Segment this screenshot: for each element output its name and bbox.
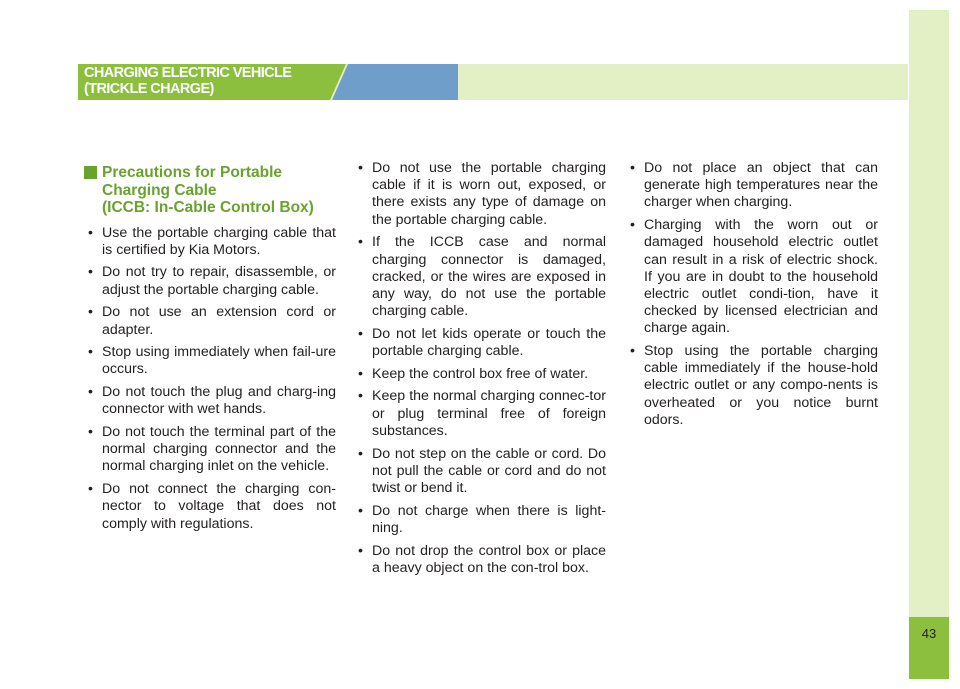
list-item-text: Do not step on the cable or cord. Do not pull the cable or cord and do not twist or bend it.: [372, 445, 606, 496]
list-item-text: Do not charge when there is light-ning.: [372, 502, 606, 536]
section-title-line1: CHARGING ELECTRIC VEHICLE: [84, 65, 292, 81]
section-title: [84, 65, 334, 97]
list-item: [84, 264, 336, 298]
list-item-text: Keep the control box free of water.: [372, 365, 589, 382]
list-item-text: Use the portable charging cable that is certified by Kia Motors.: [102, 224, 336, 258]
list-item: [354, 388, 606, 440]
bullet-icon: •: [88, 304, 93, 321]
list-item-text: Do not drop the control box or place a heavy object on the con-trol box.: [372, 542, 606, 576]
list-item: [626, 343, 878, 429]
list-item: [354, 326, 606, 360]
column-2: [354, 160, 606, 582]
list-item-text: Do not touch the terminal part of the normal charging connector and the normal charging inlet on the vehicle.: [102, 424, 336, 475]
list-item-text: Do not use the portable charging cable if it is worn out, exposed, or there exists any type of damage on the portable charging cable.: [372, 160, 606, 228]
list-item: [84, 344, 336, 378]
list-item-text: Do not touch the plug and charg-ing connector with wet hands.: [102, 384, 336, 418]
list-item: [626, 217, 878, 337]
heading-line2: Charging Cable: [102, 181, 217, 199]
bullet-icon: •: [88, 264, 93, 281]
list-item: [354, 160, 606, 229]
precautions-list-1: [84, 225, 336, 533]
list-item-text: Stop using immediately when fail-ure occurs.: [102, 344, 336, 378]
bullet-icon: •: [88, 424, 93, 441]
bullet-icon: •: [358, 234, 363, 251]
page-number: 43: [921, 626, 937, 641]
section-title-line2: (TRICKLE CHARGE): [84, 81, 214, 97]
list-item-text: Do not place an object that can generate high temperatures near the charger when charging.: [644, 160, 878, 211]
list-item-text: Do not connect the charging con-nector to voltage that does not comply with regulations.: [102, 481, 336, 532]
list-item: [354, 503, 606, 537]
column-1: [84, 164, 336, 538]
bullet-icon: •: [358, 325, 363, 342]
bullet-icon: •: [88, 224, 93, 241]
list-item: [84, 304, 336, 338]
bullet-icon: •: [88, 344, 93, 361]
list-item: [354, 234, 606, 320]
side-tab: [909, 10, 949, 617]
bullet-icon: •: [630, 217, 635, 234]
bullet-icon: •: [630, 160, 635, 176]
heading-square-icon: [84, 166, 97, 179]
list-item-text: Do not try to repair, disassemble, or adjust the portable charging cable.: [102, 264, 336, 298]
list-item-text: Do not use an extension cord or adapter.: [102, 304, 336, 338]
bullet-icon: •: [88, 384, 93, 401]
list-item: [84, 424, 336, 476]
bullet-icon: •: [88, 481, 93, 498]
bullet-icon: •: [358, 160, 363, 176]
list-item-text: Stop using the portable charging cable immediately if the house-hold electric outlet or any compo-nents is overheated or you notice burnt odors.: [644, 343, 878, 428]
list-item: [354, 543, 606, 577]
list-item-text: If the ICCB case and normal charging connector is damaged, cracked, or the wires are exposed in any way, do not use the portable charging cable.: [372, 234, 606, 320]
bullet-icon: •: [358, 502, 363, 519]
bullet-icon: •: [358, 542, 363, 559]
bullet-icon: •: [630, 343, 635, 360]
list-item: [84, 225, 336, 259]
heading-line3: (ICCB: In-Cable Control Box): [102, 199, 314, 216]
heading-line1: Precautions for Portable: [102, 164, 283, 181]
precautions-list-3: [626, 160, 878, 429]
list-item-text: Do not let kids operate or touch the portable charging cable.: [372, 325, 606, 360]
list-item-text: Keep the normal charging connec-tor or plug terminal free of foreign substances.: [372, 388, 606, 439]
bullet-icon: •: [358, 365, 363, 382]
list-item: [84, 384, 336, 418]
bullet-icon: •: [358, 445, 363, 462]
list-item-text: Charging with the worn out or damaged household electric outlet can result in a risk of electric shock. If you are in doubt to the household electric outlet condi-tion, have it checked by licensed electrician and charge again.: [644, 217, 878, 337]
list-item: [84, 481, 336, 533]
list-item: [354, 446, 606, 498]
precautions-heading: [84, 164, 336, 217]
precautions-list-2: [354, 160, 606, 577]
list-item: [354, 366, 606, 383]
list-item: [626, 160, 878, 212]
column-3: [626, 160, 878, 435]
bullet-icon: •: [358, 388, 363, 405]
